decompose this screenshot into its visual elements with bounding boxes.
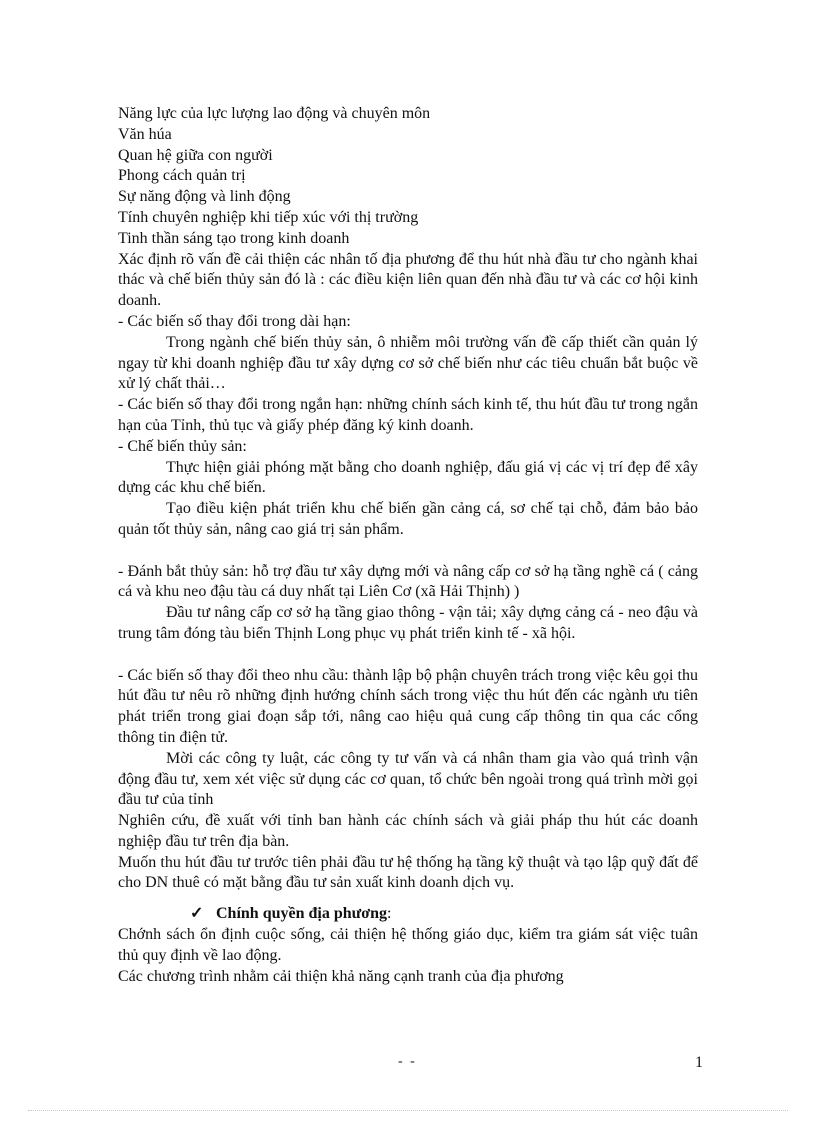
section-heading-colon: : (387, 905, 392, 923)
paragraph-policy: Chớnh sách ổn định cuộc sống, cải thiện hệ thống giáo dục, kiểm tra giám sát việc tuân thủ quy định về lao động. (118, 926, 698, 964)
text-line: Văn húa (118, 125, 172, 143)
paragraph-demand: - Các biến số thay đổi theo nhu cầu: thành lập bộ phận chuyên trách trong việc kêu gọi thu hút đầu tư nêu rõ những định hướng chính sách trong việc thu hút đến các ngành ưu tiên phát triển trong giai đoạn sắp tới, nâng cao hiệu quả cung cấp thông tin qua các cổng thông tin điện tử. (118, 666, 698, 746)
text-line: Tinh thần sáng tạo trong kinh doanh (118, 229, 350, 247)
paragraph-fishing: - Đánh bắt thủy sản: hỗ trợ đầu tư xây dựng mới và nâng cấp cơ sở hạ tầng nghề cá ( cảng cá và khu neo đậu tàu cá duy nhất tại Liên Cơ (xã Hải Thịnh) ) (118, 562, 698, 601)
text-line: Năng lực của lực lượng lao động và chuyên môn (118, 105, 431, 122)
paragraph-research: Nghiên cứu, đề xuất với tỉnh ban hành các chính sách và giải pháp thu hút các doanh nghiệp đầu tư trên địa bàn. (118, 812, 698, 850)
footer-dash: - - (398, 1054, 417, 1069)
text-line: Sự năng động và linh động (118, 188, 291, 206)
page-bottom-border (28, 1110, 788, 1111)
blank-line (118, 894, 698, 904)
paragraph-long-term-body: Trong ngành chế biến thủy sản, ô nhiễm môi trường vấn đề cấp thiết cần quản lý ngay từ khi doanh nghiệp đầu tư xây dựng cơ sở chế biến như các tiêu chuẩn bắt buộc về xử lý chất thải… (118, 333, 698, 393)
text-line: Quan hệ giữa con người (118, 146, 273, 164)
document-body (118, 104, 698, 987)
paragraph-processing-2: Tạo điều kiện phát triển khu chế biến gần cảng cá, sơ chế tại chỗ, đảm bảo bảo quản tốt thủy sản, nâng cao giá trị sản phẩm. (118, 500, 698, 538)
paragraph-programs: Các chương trình nhằm cải thiện khả năng cạnh tranh của địa phương (118, 967, 564, 985)
blank-line (118, 541, 698, 562)
checkmark-icon: ✓ (190, 905, 204, 923)
paragraph-processing-title: - Chế biến thủy sản: (118, 437, 247, 455)
paragraph-invite: Mời các công ty luật, các công ty tư vấn và cá nhân tham gia vào quá trình vận động đầu tư, xem xét việc sử dụng các cơ quan, tổ chức bên ngoài trong quá trình mời gọi đầu tư của tỉnh (118, 749, 698, 809)
section-heading (118, 904, 698, 925)
paragraph-attract: Muốn thu hút đầu tư trước tiên phải đầu tư hệ thống hạ tầng kỹ thuật và tạo lập quỹ đất để cho DN thuê có mặt bằng đầu tư sản xuất kinh doanh dịch vụ. (118, 853, 698, 892)
text-line: Tính chuyên nghiệp khi tiếp xúc với thị trường (118, 208, 419, 226)
section-heading-text: Chính quyền địa phương (216, 905, 387, 923)
paragraph-identify: Xác định rõ vấn đề cải thiện các nhân tố địa phương để thu hút nhà đầu tư cho ngành khai thác và chế biến thủy sản đó là : các điều kiện liên quan đến nhà đầu tư và các cơ hội kinh doanh. (118, 250, 698, 310)
paragraph-short-term: - Các biến số thay đổi trong ngắn hạn: những chính sách kinh tế, thu hút đầu tư trong ngắn hạn của Tỉnh, thủ tục và giấy phép đăng ký kinh doanh. (118, 396, 698, 434)
blank-line (118, 645, 698, 666)
text-line: Phong cách quản trị (118, 167, 246, 185)
paragraph-processing-1: Thực hiện giải phóng mặt bằng cho doanh nghiệp, đấu giá vị các vị trí đẹp để xây dựng các khu chế biến. (118, 458, 698, 497)
paragraph-infrastructure: Đầu tư nâng cấp cơ sở hạ tầng giao thông - vận tải; xây dựng cảng cá - neo đậu và trung tâm đóng tàu biển Thịnh Long phục vụ phát triển kinh tế - xã hội. (118, 604, 698, 642)
page-number: 1 (695, 1054, 703, 1071)
paragraph-long-term-title: - Các biến số thay đổi trong dài hạn: (118, 312, 351, 330)
